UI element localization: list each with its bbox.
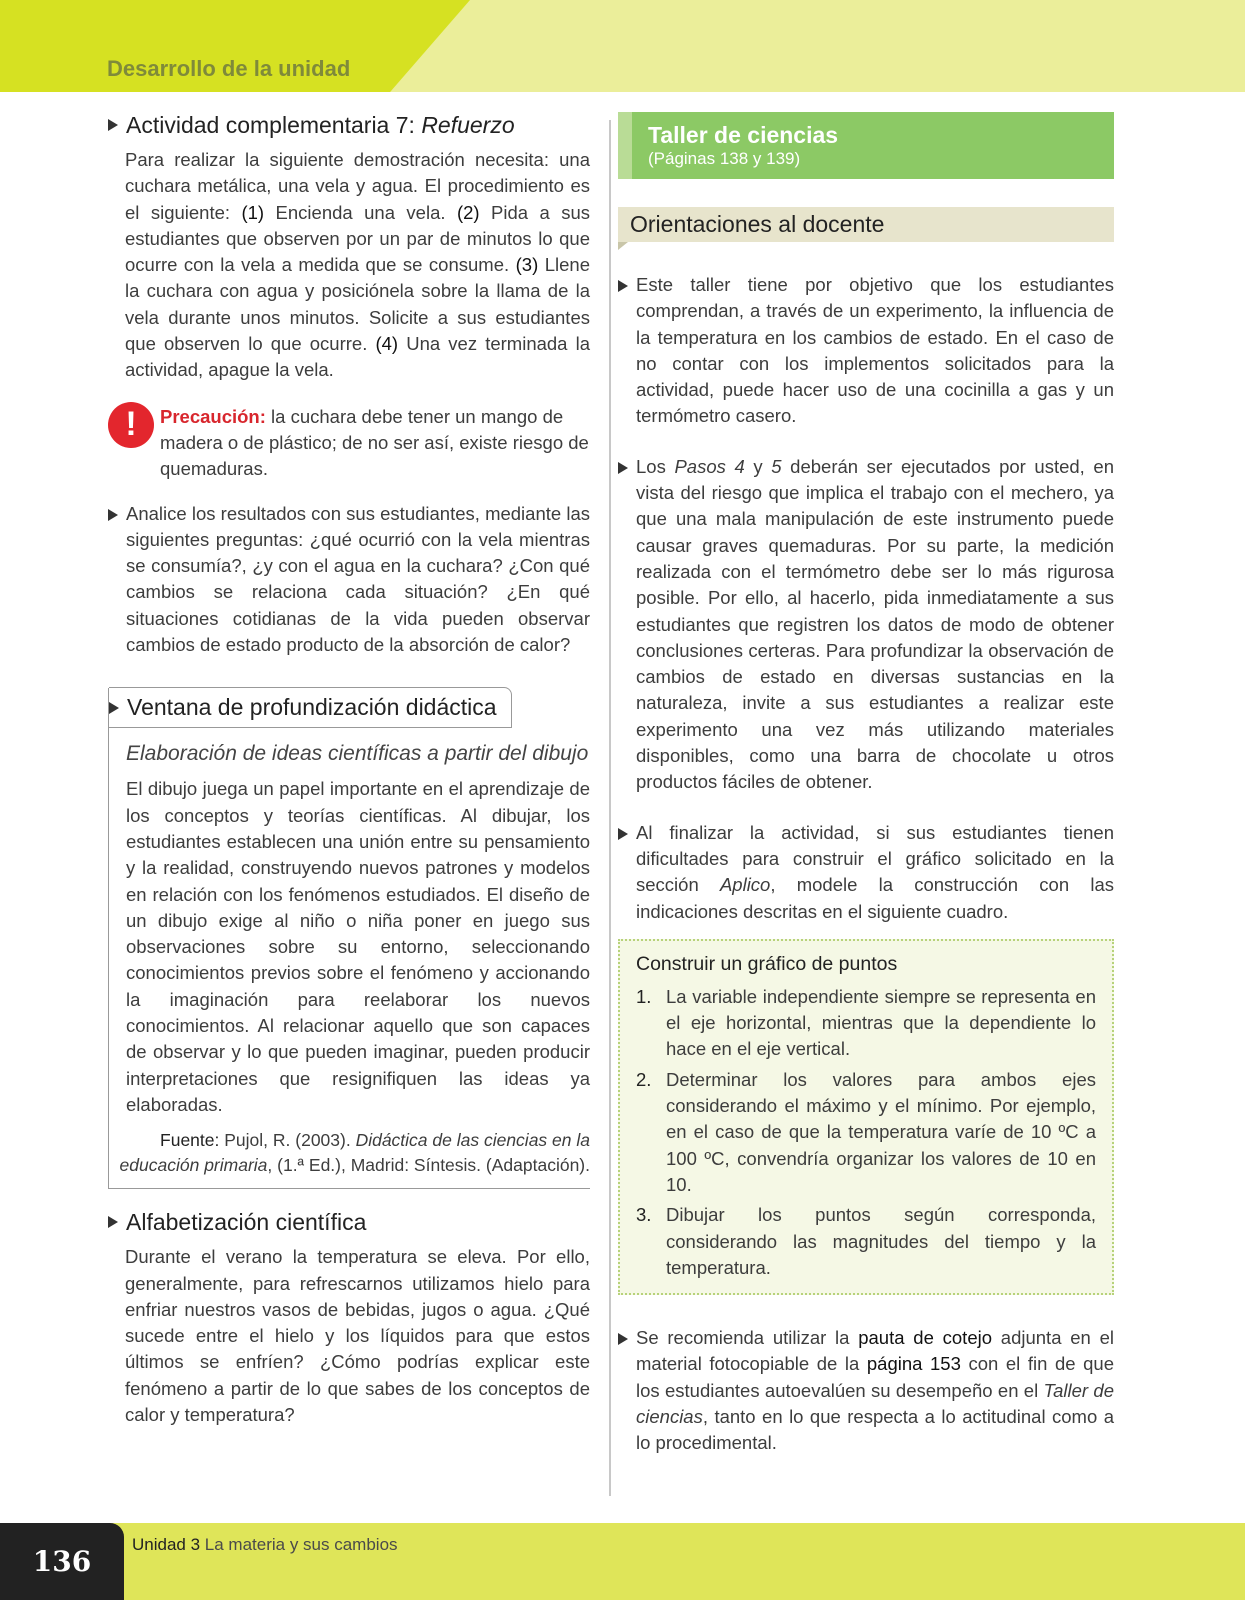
triangle-bullet-icon: [618, 462, 628, 474]
guidance-bullet-3: Al finalizar la actividad, si sus estudiantes tienen dificultades para construir el gráfico solicitado en la sección Aplico, modele la construcción con las indicaciones descritas en el siguiente cuadro.: [618, 820, 1114, 925]
triangle-bullet-icon: [618, 828, 628, 840]
analysis-bullet: Analice los resultados con sus estudiantes, mediante las siguientes preguntas: ¿qué ocurrió con la vela mientras se consumía?, ¿y con el agua en la cuchara? ¿Con qué cambios se relaciona cada situación? ¿En qué situaciones cotidianas de la vida pueden observar cambios de estado producto de la absorción de calor?: [108, 501, 590, 659]
source-citation: Fuente: Pujol, R. (2003). Didáctica de las ciencias en la educación primaria, (1.ª Ed.), Madrid: Síntesis. (Adaptación).: [119, 1130, 590, 1176]
list-item: 3. Dibujar los puntos según corresponda, considerando las magnitudes del tiempo y la temperatura.: [636, 1204, 1096, 1278]
teacher-guidance-heading: Orientaciones al docente: [618, 207, 1114, 242]
science-workshop-banner: Taller de ciencias (Páginas 138 y 139): [618, 112, 1114, 179]
dot-graph-title: Construir un gráfico de puntos: [636, 952, 898, 975]
activity-heading: Actividad complementaria 7: Refuerzo: [108, 112, 590, 139]
list-item: 2. Determinar los valores para ambos ejes considerando el máximo y el mínimo. Por ejemplo, en el caso de que la temperatura varíe de 10 ºC a 100 ºC, convendría organizar los valores de 10 en 10.: [636, 1068, 1096, 1195]
guidance-bullet-1: Este taller tiene por objetivo que los estudiantes comprendan, a través de un experimento, la influencia de la temperatura en los cambios de estado. En el caso de no contar con los implementos solicitados para la actividad, puede hacer uso de una cocinilla a gas y un termómetro casero.: [618, 272, 1114, 430]
caution-note: ! Precaución: la cuchara debe tener un mango de madera o de plástico; de no ser así, existe riesgo de quemaduras.: [108, 404, 590, 483]
triangle-bullet-icon: [618, 280, 628, 292]
page-section-title: Desarrollo de la unidad: [107, 56, 351, 81]
column-divider: [609, 120, 611, 1496]
caution-label: Precaución:: [160, 405, 266, 427]
list-item: 1. La variable independiente siempre se representa en el eje horizontal, mientras que la dependiente lo hace en el eje vertical.: [636, 985, 1096, 1060]
right-column: [618, 112, 1114, 1457]
activity-paragraph: Para realizar la siguiente demostración necesita: una cuchara metálica, una vela y agua. El procedimiento es el siguiente: (1) Encienda una vela. (2) Pida a sus estudiantes que observen por un par de minutos lo que ocurre con la vela a medida que se consume. (3) Llene la cuchara con agua y posiciónela sobre la llama de la vela durante unos minutos. Solicite a sus estudiantes que observen lo que ocurre. (4) Una vez terminada la actividad, apague la vela.: [125, 149, 591, 381]
left-column: [108, 112, 590, 1428]
triangle-bullet-icon: [108, 119, 118, 131]
guidance-bullet-4: Se recomienda utilizar la pauta de cotejo adjunta en el material fotocopiable de la página 153 con el fin de que los estudiantes autoevalúen su desempeño en el Taller de ciencias, tanto en lo que respecta a lo actitudinal como a lo procedimental.: [618, 1325, 1114, 1456]
page-number: 136: [0, 1523, 124, 1600]
didactic-window-subtitle: Elaboración de ideas científicas a partir del dibujo: [126, 742, 589, 766]
triangle-bullet-icon: [618, 1333, 628, 1345]
footer-unit-label: Unidad 3 La materia y sus cambios: [132, 1535, 398, 1554]
triangle-bullet-icon: [108, 509, 118, 521]
dot-graph-instructions-box: [618, 939, 1114, 1295]
didactic-window-box: [108, 688, 590, 1189]
guidance-bullet-2: Los Pasos 4 y 5 deberán ser ejecutados por usted, en vista del riesgo que implica el trabajo con el mechero, ya que una mala manipulación de este instrumento puede causar graves quemaduras. Por su parte, la medición realizada con el termómetro debe ser lo más rigurosa posible. Por ello, al hacerlo, pida inmediatamente a sus estudiantes que registren los datos de modo de obtener conclusiones certeras. Para profundizar la observación de cambios de estado en diversas sustancias en la naturaleza, invite a sus estudiantes a realizar este experimento una vez más utilizando materiales disponibles, como una barra de chocolate u otros productos fáciles de obtener.: [618, 454, 1114, 796]
scientific-literacy-heading: Alfabetización científica: [108, 1209, 590, 1236]
didactic-window-title: Ventana de profundización didáctica: [109, 687, 512, 728]
triangle-bullet-icon: [109, 702, 119, 714]
scientific-literacy-body: Durante el verano la temperatura se eleva. Por ello, generalmente, para refrescarnos utilizamos hielo para enfriar nuestros vasos de bebidas, jugos o agua. ¿Qué sucede entre el hielo y los líquidos para que estos últimos se enfríen? ¿Cómo podrías explicar este fenómeno a partir de lo que sabes de los conceptos de calor y temperatura?: [125, 1246, 590, 1425]
triangle-bullet-icon: [108, 1216, 118, 1228]
didactic-window-body: El dibujo juega un papel importante en el aprendizaje de los conceptos y teorías científicas. Al dibujar, los estudiantes establecen una unión entre su pensamiento y la realidad, construyendo nuevos patrones y modelos en relación con los fenómenos estudiados. El diseño de un dibujo exige al niño o niña poner en juego sus observaciones sobre su entorno, seleccionando conocimientos previos sobre el fenómeno y accionando la imaginación para reelaborar los nuevos conocimientos. Al relacionar aquello que son capaces de observar y lo que pueden imaginar, pueden producir interpretaciones que resignifiquen las ideas ya elaboradas.: [126, 778, 590, 1115]
warning-icon: !: [108, 402, 154, 448]
